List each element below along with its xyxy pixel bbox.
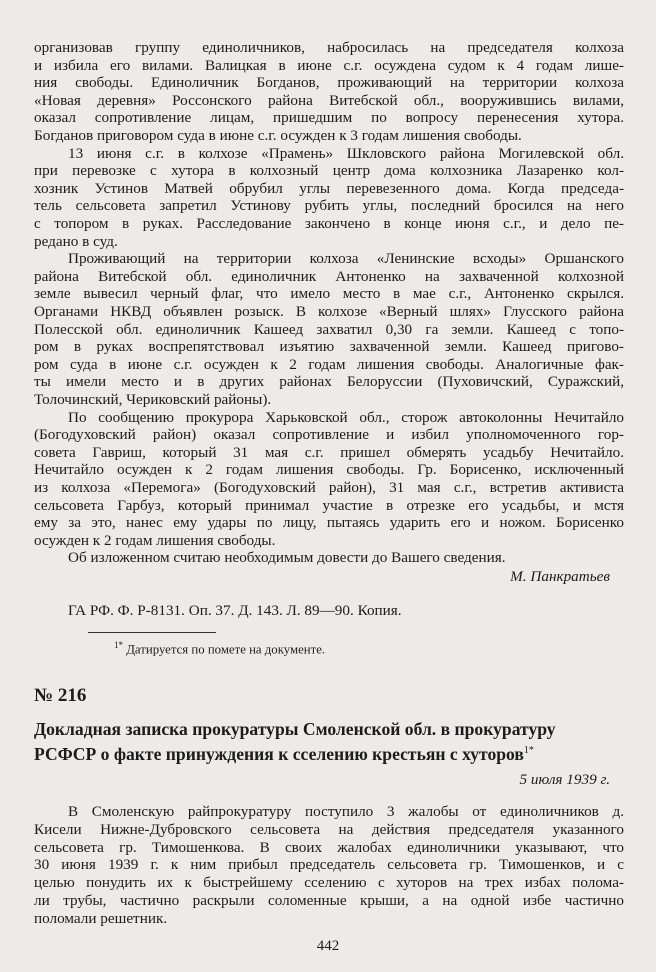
text-line: По сообщению прокурора Харьковской обл., сторож автоколонны Нечитайло: [68, 408, 624, 426]
text-line: В Смоленскую райпрокуратуру поступило 3 жалобы от единоличников д.: [68, 803, 624, 820]
text-line: организовав группу единоличников, набросилась на председателя колхоза: [34, 39, 624, 56]
footnote: [114, 636, 325, 658]
text-line: (Богодуховский район) оказал сопротивление и избил уполномоченного гор-: [34, 426, 624, 444]
text-line: поломали решетник.: [34, 909, 168, 927]
text-line: Органами НКВД объявлен розыск. В колхозе «Верный шлях» Глусского района: [34, 303, 624, 320]
text-line: 13 июня с.г. в колхозе «Прамень» Шкловского района Могилевской обл.: [68, 144, 624, 162]
text-line: осужден к 2 годам лишения свободы.: [34, 531, 276, 549]
text-line: ром в руках воспрепятствовал изъятию захваченной земли. Кашеед пригово-: [34, 338, 624, 356]
text-line: Проживающий на территории колхоза «Ленинские всходы» Оршанского: [68, 250, 624, 268]
document-date: 5 июля 1939 г.: [519, 771, 610, 788]
text-line: района Витебской обл. единоличник Антоненко на захваченной колхозной: [34, 267, 624, 285]
archive-reference: ГА РФ. Ф. Р-8131. Оп. 37. Д. 143. Л. 89—90. Копия.: [68, 602, 402, 619]
footnote-text: Датируется по помете на документе.: [126, 642, 326, 657]
text-line: редано в суд.: [34, 232, 118, 250]
text-line: оказал сопротивление лицам, пришедшим по вопросу перенесения хутора.: [34, 109, 624, 127]
signature: М. Панкратьев: [510, 568, 610, 585]
text-line: с топором в руках. Расследование закончено в конце июня с.г., и дело пе-: [34, 215, 624, 232]
text-line: хозник Устинов Матвей обрубил углы перевезенного дома. Когда председа-: [34, 179, 624, 197]
text-line: ты имели место и в других районах Белоруссии (Пуховичский, Суражский,: [34, 373, 624, 391]
text-line: ния свободы. Единоличник Богданов, проживающий на территории колхоза: [34, 74, 624, 92]
page-number: 442: [316, 938, 340, 954]
footnote-mark: 1*: [114, 640, 123, 650]
title-footnote-mark: 1*: [523, 745, 534, 756]
text-line: Об изложенном считаю необходимым довести до Вашего сведения.: [68, 549, 506, 567]
text-line: при перевозке с хутора в колхозный центр дома колхозника Лазаренко кол-: [34, 162, 624, 180]
footnote-divider: [88, 632, 216, 633]
document-title-line-2: [34, 740, 534, 765]
text-line: ему за это, нанес ему удары по лицу, пытаясь ударить его и ножом. Борисенко: [34, 514, 624, 532]
text-line: «Новая деревня» Россонского района Витебской обл., вооружившись вилами,: [34, 91, 624, 109]
text-line: ром суда в июне с.г. осужден к 2 годам лишения свободы. Аналогичные фак-: [34, 355, 624, 373]
text-line: ли трубы, частично раскрыли соломенные крыши, а на одной избе частично: [34, 892, 624, 909]
document-title-text: РСФСР о факте принуждения к сселению крестьян с хуторов: [34, 743, 524, 764]
text-line: тель сельсовета запретил Устинову рубить углы, последний бросился на него: [34, 197, 624, 215]
text-line: совета Гавриш, который 31 мая с.г. пришел обмерять усадьбу Нечитайло.: [34, 443, 624, 461]
text-line: сельсовета гр. Тимошенкова. В своих жалобах единоличники указывают, что: [34, 838, 624, 856]
text-line: из колхоза «Перемога» (Богодуховский район), 31 мая с.г., встретив активиста: [34, 479, 624, 496]
text-line: Богданов приговором суда в июне с.г. осужден к 3 годам лишения свободы.: [34, 127, 522, 144]
document-number: № 216: [34, 685, 87, 706]
text-line: целью понудить их к быстрейшему сселению с хуторов на трех избах полома-: [34, 874, 624, 892]
text-line: 30 июня 1939 г. к ним прибыл председатель сельсовета гр. Тимошенков, и с: [34, 856, 624, 874]
document-title-line-1: Докладная записка прокуратуры Смоленской обл. в прокуратуру: [34, 719, 556, 739]
text-line: Нечитайло осужден к 2 годам лишения свободы. Гр. Борисенко, исключенный: [34, 461, 624, 479]
text-line: и избила его вилами. Валицкая в июне с.г. осуждена судом к 4 годам лише-: [34, 56, 624, 74]
text-line: Кисели Нижне-Дубровского сельсовета на действия председателя указанного: [34, 820, 624, 838]
text-line: Полесской обл. единоличник Кашеед захватил 0,30 га земли. Кашеед с топо-: [34, 320, 624, 338]
text-line: сельсовета Гарбуз, который принимал участие в отрезке его усадьбы, и мстя: [34, 496, 624, 514]
text-line: земле вывесил черный флаг, что имело место в мае с.г., Антоненко скрылся.: [34, 285, 624, 303]
text-line: Толочинский, Чериковский районы).: [34, 391, 272, 408]
